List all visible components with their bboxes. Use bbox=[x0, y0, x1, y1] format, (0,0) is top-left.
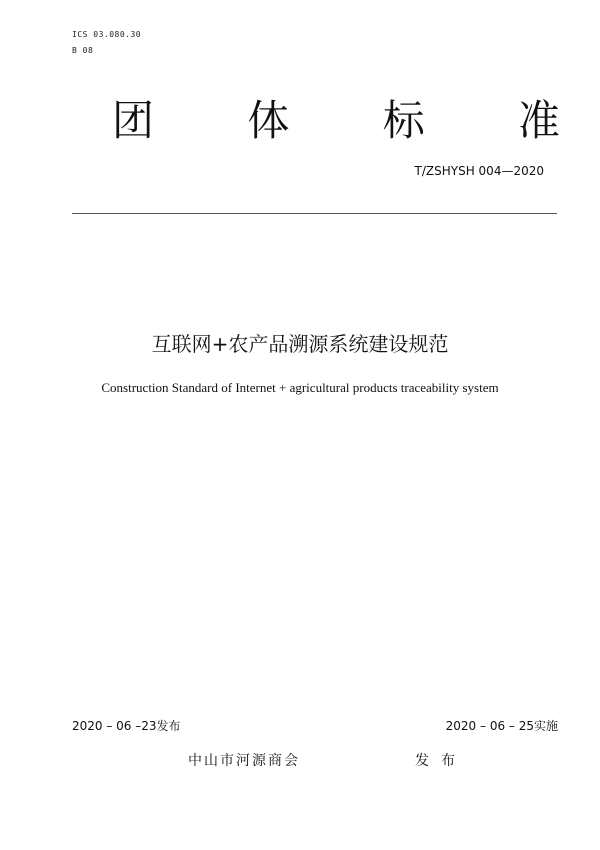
standard-number: T/ZSHYSH 004—2020 bbox=[414, 164, 544, 178]
header-divider bbox=[72, 213, 557, 214]
publisher-name: 中山市河源商会 bbox=[188, 753, 300, 769]
chinese-title: 互联网+农产品溯源系统建设规范 bbox=[151, 332, 449, 356]
ccs-code: B 08 bbox=[72, 46, 94, 55]
publish-date: 2020 – 06 –23发布 bbox=[72, 719, 181, 733]
ics-code: ICS 03.080.30 bbox=[72, 30, 142, 39]
implement-date: 2020 – 06 – 25实施 bbox=[445, 719, 558, 733]
publish-label: 发布 bbox=[415, 753, 467, 769]
document-type-title: 团 体 标 准 bbox=[112, 96, 600, 145]
english-title: Construction Standard of Internet + agricultural products traceability system bbox=[101, 380, 499, 395]
